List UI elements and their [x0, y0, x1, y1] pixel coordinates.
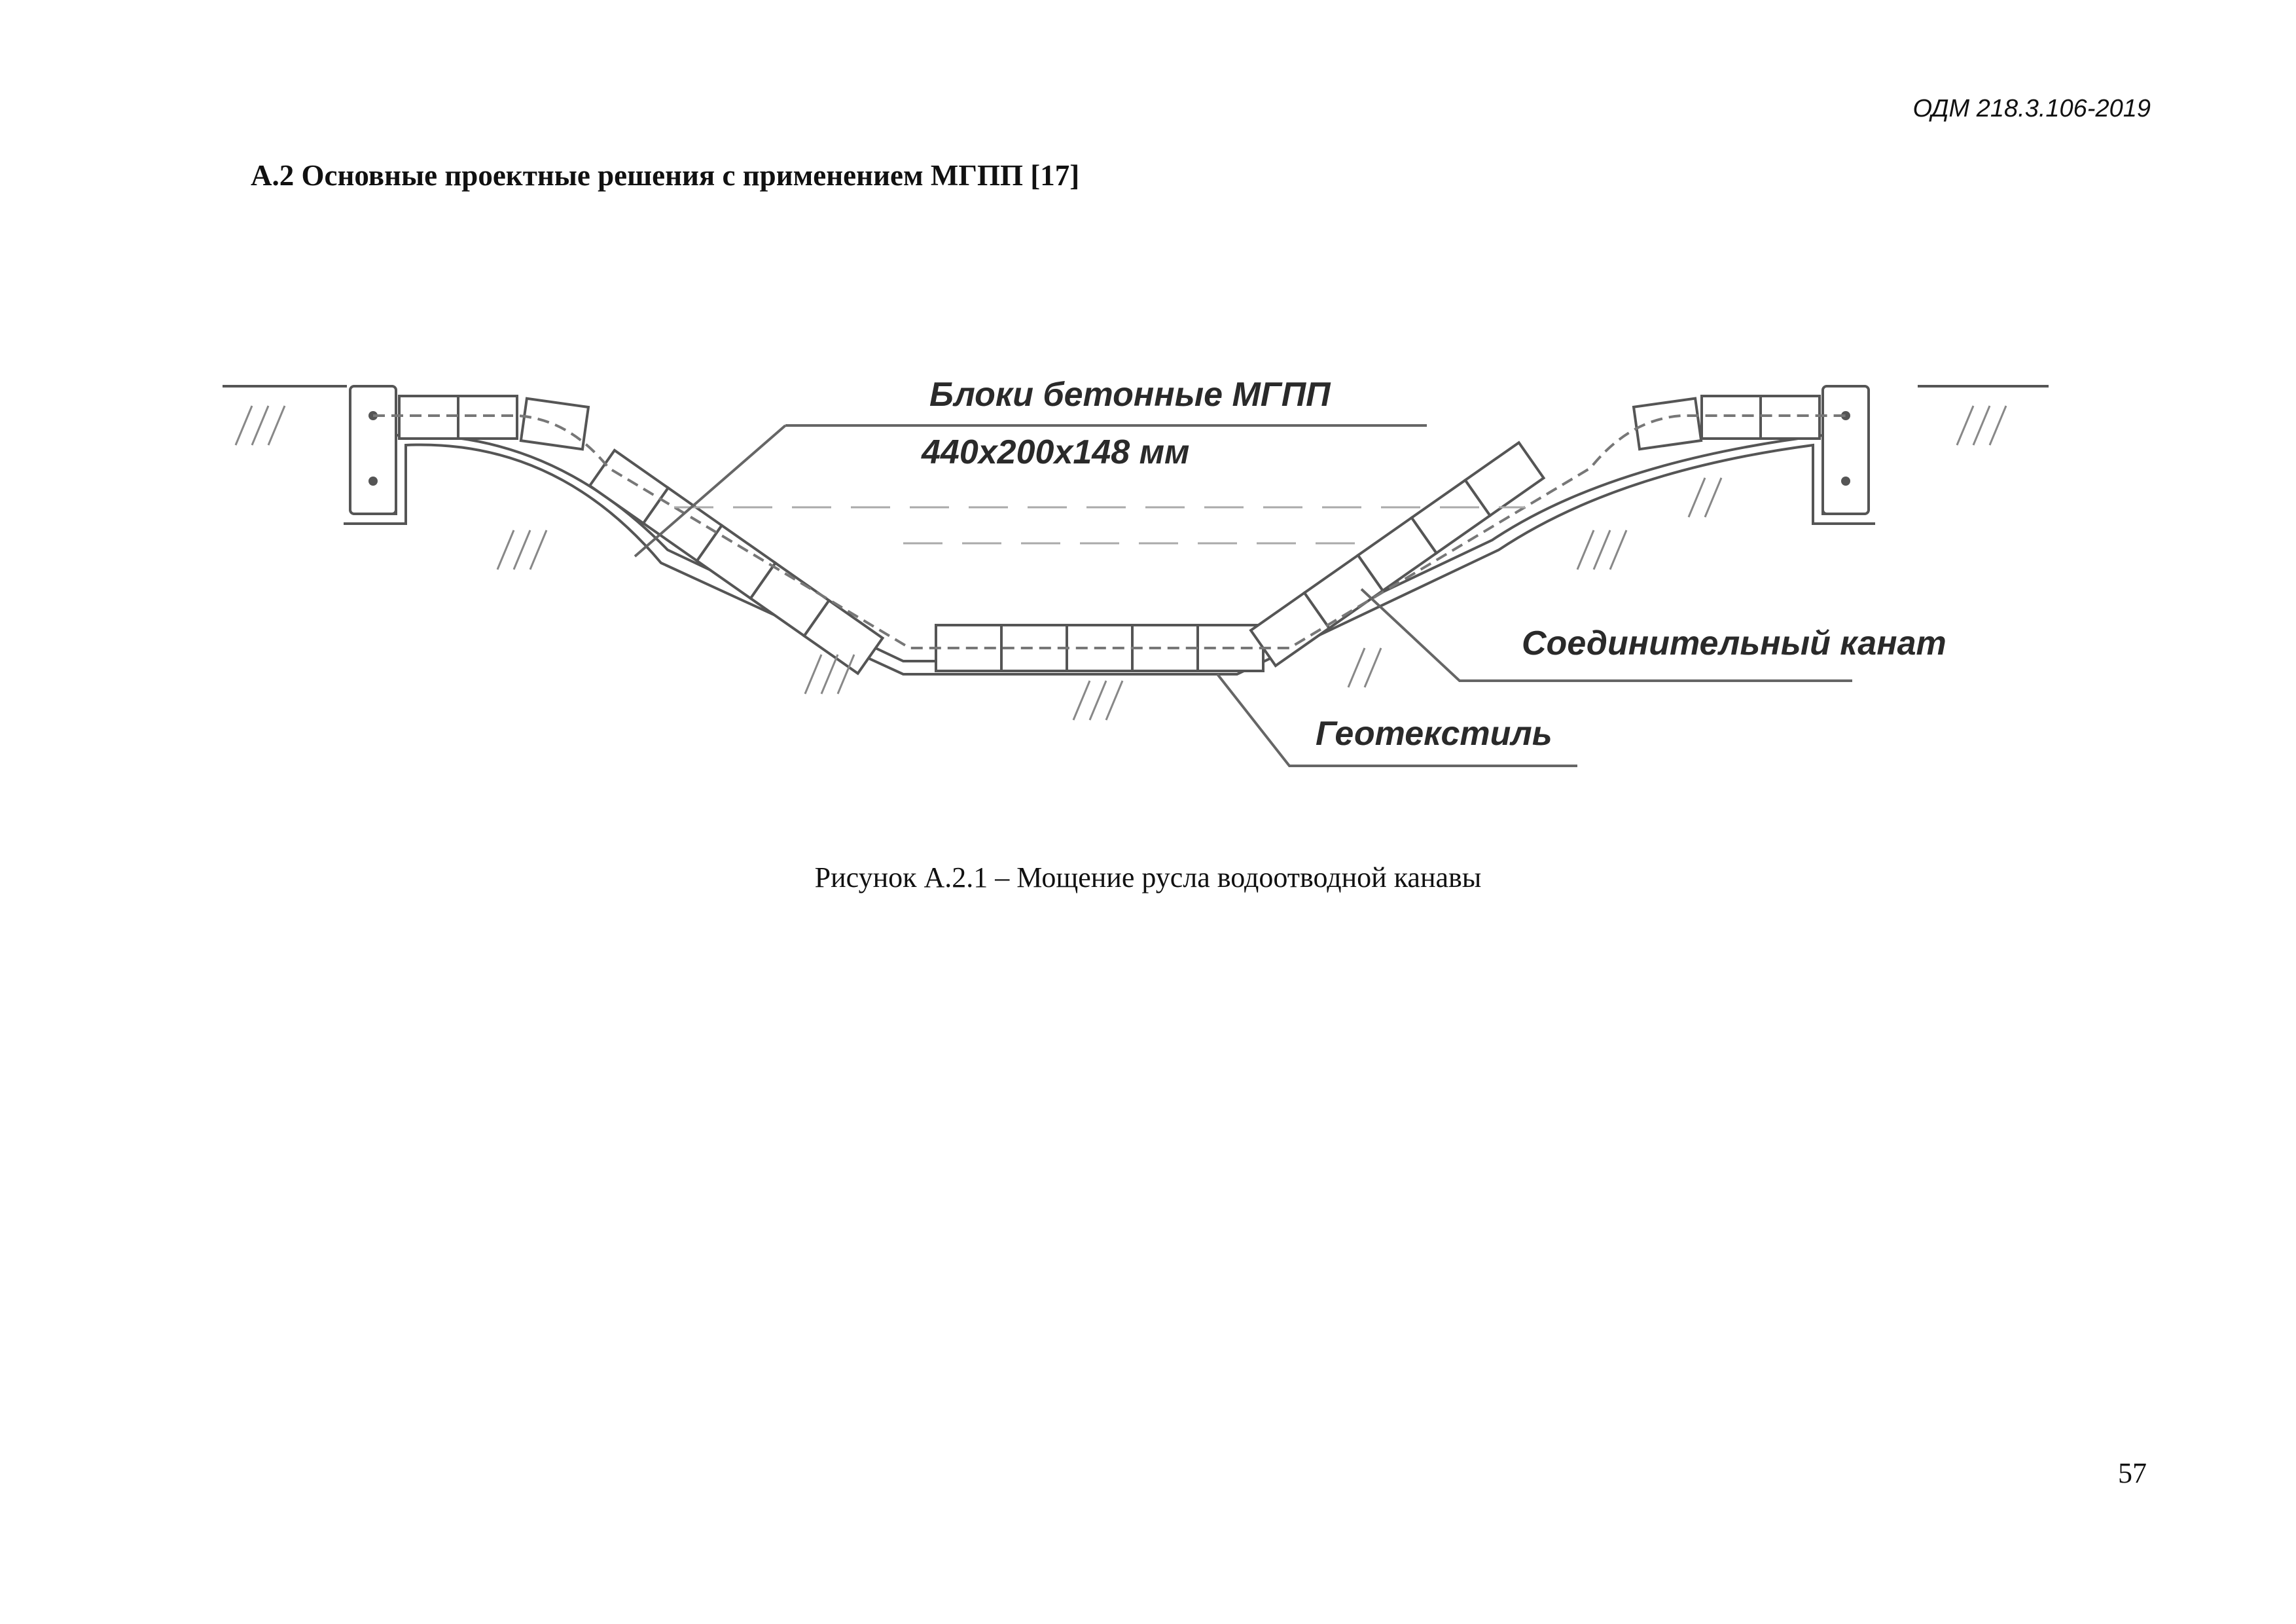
- section-heading: А.2 Основные проектные решения с применением МГПП [17]: [251, 159, 1080, 192]
- rope-label: Соединительный канат: [1522, 624, 1946, 662]
- left-anchor-block: [350, 386, 396, 514]
- blocks-label-line1: Блоки бетонные МГПП: [929, 376, 1331, 414]
- ditch-cross-section-diagram: [216, 353, 2075, 812]
- right-anchor-block: [1823, 386, 1869, 514]
- document-code: ОДМ 218.3.106-2019: [1912, 95, 2151, 122]
- page-number: 57: [2118, 1457, 2147, 1489]
- geotextile-label: Геотекстиль: [1316, 715, 1552, 753]
- blocks-label-line2: 440x200x148 мм: [922, 433, 1190, 471]
- ditch-paving-figure: [216, 353, 2075, 812]
- figure-caption: Рисунок А.2.1 – Мощение русла водоотводной канавы: [814, 861, 1482, 893]
